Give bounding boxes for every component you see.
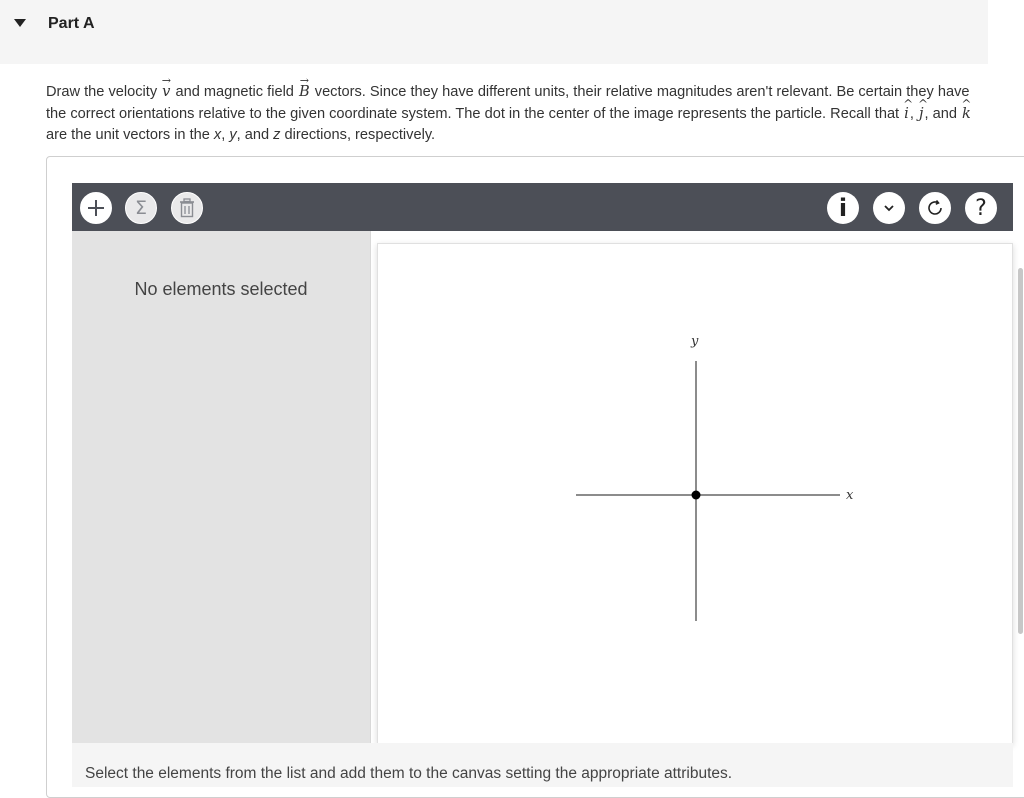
info-icon: i xyxy=(838,194,848,222)
attributes-panel xyxy=(72,231,371,743)
chevron-down-icon xyxy=(882,203,896,213)
help-button[interactable] xyxy=(965,192,997,224)
i-hat-symbol: ^ i xyxy=(903,103,910,124)
delete-button[interactable] xyxy=(171,192,203,224)
add-element-button[interactable] xyxy=(80,192,112,224)
y-axis-label: y xyxy=(691,334,699,349)
drawing-toolbar xyxy=(72,183,1013,231)
no-selection-text: No elements selected xyxy=(134,279,308,299)
collapse-triangle-icon[interactable] xyxy=(14,19,26,27)
drawing-canvas[interactable] xyxy=(377,243,1013,744)
question-text: Draw the velocity → v and magnetic field → B vectors. Since they have different units, their relative magnitudes aren't relevant. Be certain they have the correct orientations relative to the given coordinate system. The dot in the center of the image represents the particle. Recall that ^ i, ^ j, and ^ k are the unit vectors in the x, y, and z directions, respectively. xyxy=(46,81,976,146)
part-header[interactable] xyxy=(0,0,988,64)
reset-button[interactable] xyxy=(919,192,951,224)
particle-dot xyxy=(692,491,701,500)
dropdown-button[interactable] xyxy=(873,192,905,224)
k-hat-symbol: ^ k xyxy=(961,103,972,124)
plus-icon xyxy=(85,197,107,219)
sigma-icon: Σ xyxy=(134,197,147,219)
magnetic-field-symbol: → B xyxy=(298,81,311,102)
x-axis-label: x xyxy=(846,488,854,503)
info-button[interactable] xyxy=(827,192,859,224)
sum-button[interactable] xyxy=(125,192,157,224)
velocity-symbol: → v xyxy=(161,81,171,102)
help-icon: ? xyxy=(975,195,987,221)
reset-icon xyxy=(924,197,946,219)
part-title: Part A xyxy=(48,15,95,32)
instruction-text: Select the elements from the list and add them to the canvas setting the appropriate attributes. xyxy=(85,765,733,782)
coordinate-axes xyxy=(378,244,1012,743)
trash-icon xyxy=(178,198,196,218)
page-scrollbar[interactable] xyxy=(1018,268,1023,634)
j-hat-symbol: ^ j xyxy=(918,103,925,124)
